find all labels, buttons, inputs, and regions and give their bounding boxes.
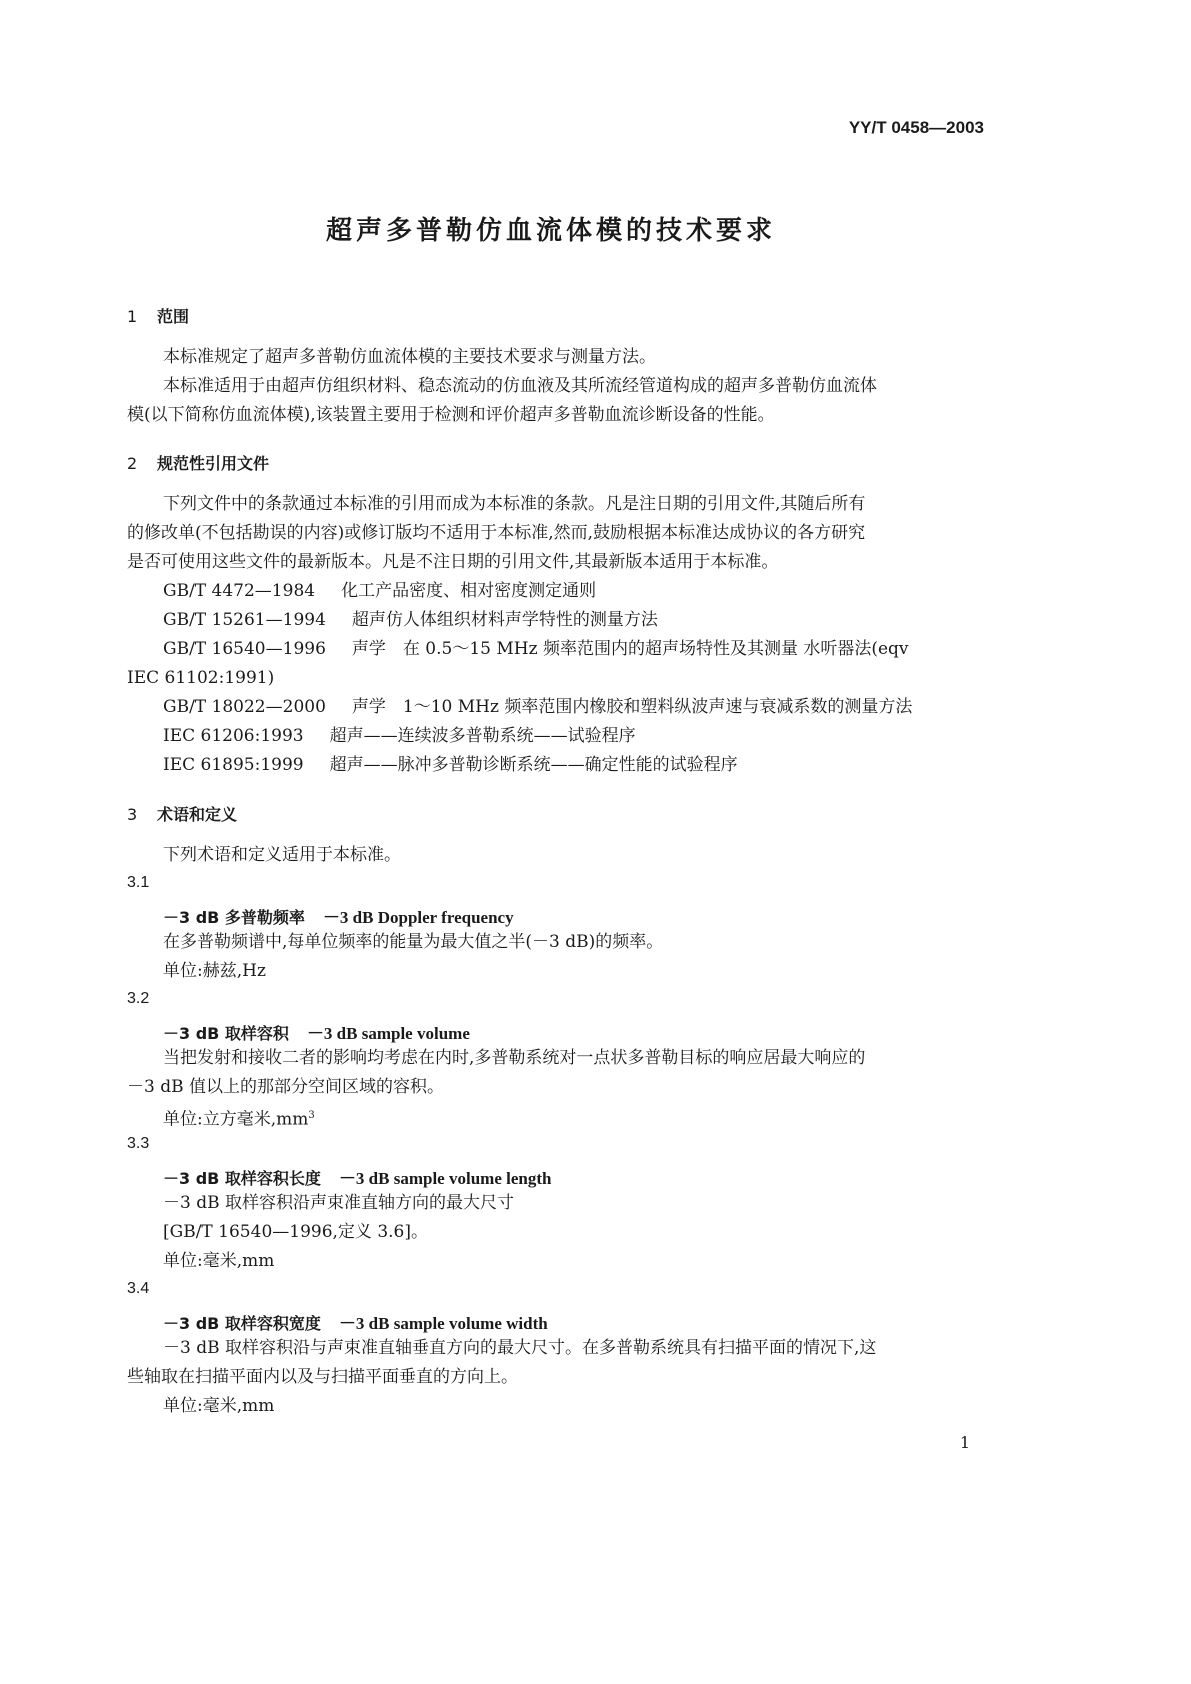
reference-code: GB/T 15261—1994 — [163, 610, 326, 630]
section-2-heading — [127, 451, 269, 474]
reference-code: GB/T 18022—2000 — [163, 697, 326, 717]
term-definition: 些轴取在扫描平面内以及与扫描平面垂直的方向上。 — [127, 1367, 518, 1387]
term-heading — [163, 1019, 470, 1044]
section-number: 1 — [127, 307, 138, 326]
section-number: 2 — [127, 454, 138, 473]
reference-code: IEC 61206:1993 — [163, 726, 304, 746]
reference-title: 声学 1～10 MHz 频率范围内橡胶和塑料纵波声速与衰减系数的测量方法 — [351, 697, 913, 717]
term-unit: 单位:毫米,mm — [163, 1396, 275, 1416]
section-number: 3 — [127, 805, 138, 824]
reference-continuation: IEC 61102:1991) — [127, 668, 275, 688]
term-en: －3 dB sample volume width — [338, 1314, 548, 1333]
term-en: －3 dB Doppler frequency — [322, 908, 514, 927]
paragraph: 本标准规定了超声多普勒仿血流体模的主要技术要求与测量方法。 — [163, 347, 656, 367]
reference-title: 化工产品密度、相对密度测定通则 — [341, 581, 597, 601]
reference-item — [163, 581, 596, 601]
reference-title: 超声仿人体组织材料声学特性的测量方法 — [351, 610, 658, 630]
term-en: －3 dB sample volume — [306, 1024, 470, 1043]
term-en: －3 dB sample volume length — [338, 1169, 552, 1188]
term-unit: 单位:毫米,mm — [163, 1251, 275, 1271]
reference-title: 声学 在 0.5～15 MHz 频率范围内的超声场特性及其测量 水听器法(eqv — [351, 639, 909, 659]
term-source: [GB/T 16540—1996,定义 3.6]。 — [163, 1222, 428, 1242]
term-definition: －3 dB 取样容积沿声束准直轴方向的最大尺寸 — [163, 1193, 514, 1213]
paragraph: 是否可使用这些文件的最新版本。凡是不注日期的引用文件,其最新版本适用于本标准。 — [127, 552, 779, 572]
reference-code: GB/T 16540—1996 — [163, 639, 326, 659]
reference-item — [163, 755, 738, 775]
paragraph: 本标准适用于由超声仿组织材料、稳态流动的仿血液及其所流经管道构成的超声多普勒仿血流体 — [163, 376, 877, 396]
term-definition: －3 dB 取样容积沿与声束准直轴垂直方向的最大尺寸。在多普勒系统具有扫描平面的情况下,这 — [163, 1338, 877, 1358]
reference-item — [163, 697, 912, 717]
clause-number: 3.2 — [127, 990, 150, 1007]
standard-number: YY/T 0458—2003 — [848, 118, 984, 137]
reference-item — [163, 639, 909, 659]
clause-number: 3.3 — [127, 1135, 150, 1152]
section-title: 规范性引用文件 — [157, 454, 270, 473]
reference-title: 超声——脉冲多普勒诊断系统——确定性能的试验程序 — [329, 755, 738, 775]
term-definition: －3 dB 值以上的那部分空间区域的容积。 — [127, 1077, 444, 1097]
term-heading — [163, 1164, 551, 1189]
term-definition: 在多普勒频谱中,每单位频率的能量为最大值之半(－3 dB)的频率。 — [163, 932, 664, 952]
clause-number: 3.1 — [127, 874, 150, 891]
document-title: 超声多普勒仿血流体模的技术要求 — [325, 216, 776, 246]
term-zh: －3 dB 取样容积长度 — [163, 1169, 321, 1188]
clause-number: 3.4 — [127, 1280, 150, 1297]
reference-item — [163, 726, 636, 746]
section-1-heading — [127, 304, 189, 327]
term-definition: 当把发射和接收二者的影响均考虑在内时,多普勒系统对一点状多普勒目标的响应居最大响应的 — [163, 1048, 866, 1068]
paragraph: 下列术语和定义适用于本标准。 — [163, 845, 401, 865]
paragraph: 模(以下简称仿血流体模),该装置主要用于检测和评价超声多普勒血流诊断设备的性能。 — [127, 405, 775, 425]
section-title: 范围 — [157, 307, 190, 326]
term-unit — [163, 1106, 315, 1130]
reference-item — [163, 610, 658, 630]
reference-code: GB/T 4472—1984 — [163, 581, 316, 601]
section-3-heading — [127, 802, 237, 825]
reference-title: 超声——连续波多普勒系统——试验程序 — [329, 726, 636, 746]
unit-text: 单位:立方毫米,mm — [163, 1109, 309, 1130]
paragraph: 的修改单(不包括勘误的内容)或修订版均不适用于本标准,然而,鼓励根据本标准达成协议的各方研究 — [127, 523, 866, 543]
term-unit: 单位:赫兹,Hz — [163, 961, 266, 981]
term-zh: －3 dB 多普勒频率 — [163, 908, 305, 927]
term-zh: －3 dB 取样容积 — [163, 1024, 289, 1043]
section-title: 术语和定义 — [157, 805, 238, 824]
term-zh: －3 dB 取样容积宽度 — [163, 1314, 321, 1333]
page-number: 1 — [959, 1433, 970, 1452]
paragraph: 下列文件中的条款通过本标准的引用而成为本标准的条款。凡是注日期的引用文件,其随后所有 — [163, 494, 866, 514]
term-heading — [163, 1309, 548, 1334]
reference-code: IEC 61895:1999 — [163, 755, 304, 775]
unit-superscript: 3 — [308, 1110, 315, 1121]
term-heading — [163, 903, 514, 928]
